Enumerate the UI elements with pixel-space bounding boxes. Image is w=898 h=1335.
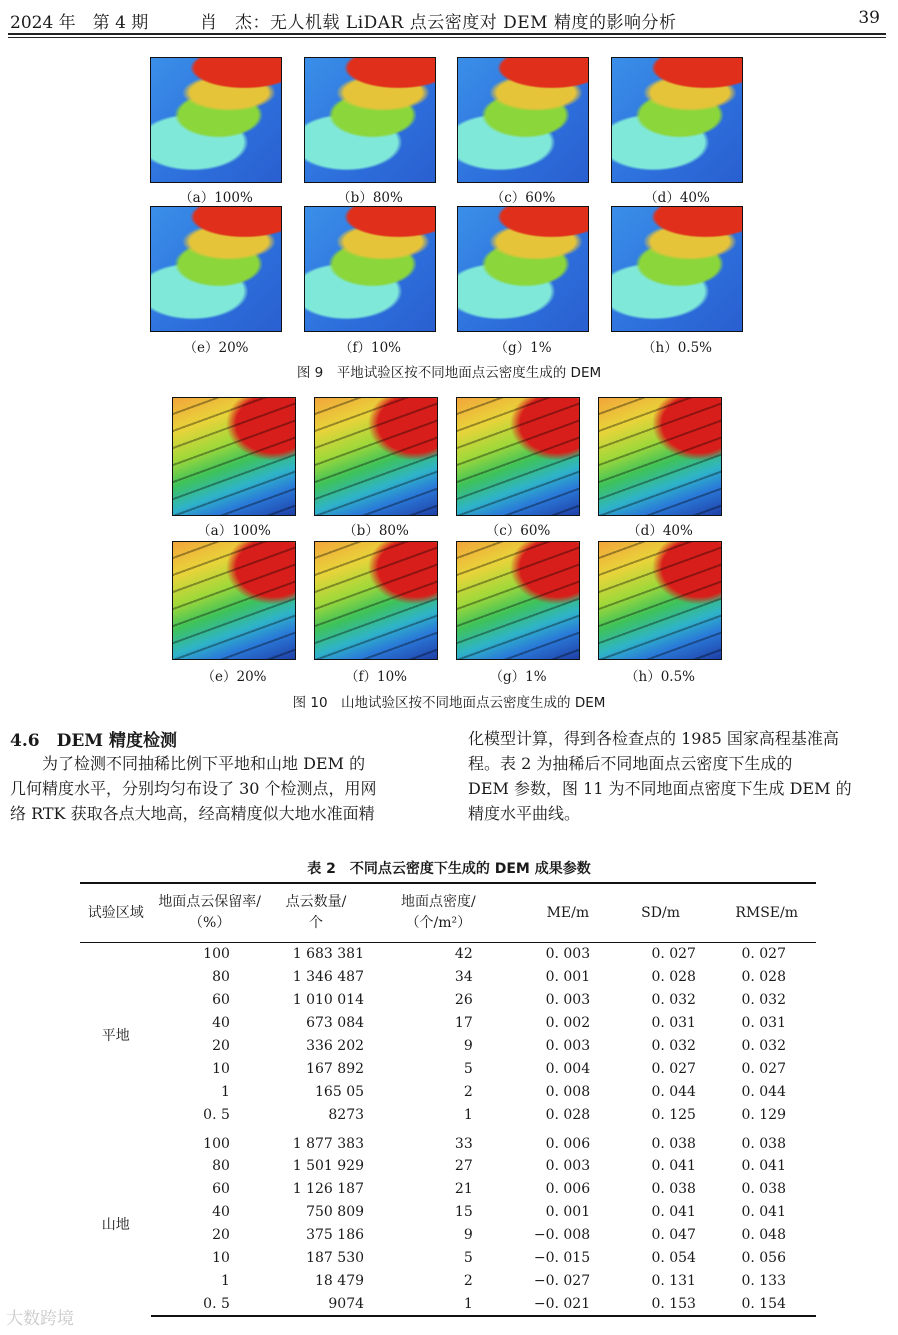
text-line: DEM 参数，图 11 为不同地面点密度下生成 DEM 的	[468, 779, 852, 798]
rmse-cell: 0. 044	[741, 1083, 786, 1100]
ratio-cell: 80	[212, 1158, 230, 1175]
text-line: 几何精度水平，分别均匀布设了 30 个检测点，用网	[10, 779, 377, 798]
subcaption: （g）1%	[494, 340, 552, 356]
text-line: 化模型计算，得到各检查点的 1985 国家高程基准高	[468, 729, 839, 748]
dem-image-mountain-d	[598, 397, 722, 516]
dem-image-mountain-e	[172, 541, 296, 660]
results-table	[80, 882, 816, 1317]
header-rule	[8, 33, 886, 35]
body-text-left	[10, 751, 440, 826]
subcaption: （d）40%	[627, 523, 693, 539]
density-cell: 34	[454, 969, 473, 986]
rmse-cell: 0. 028	[741, 969, 786, 986]
rmse-cell: 0. 038	[741, 1181, 786, 1198]
col-density-line2: （个/m²）	[405, 915, 472, 931]
col-count-line2: 个	[308, 915, 323, 931]
running-header	[8, 4, 886, 32]
table-row	[80, 1057, 816, 1080]
density-cell: 42	[454, 946, 473, 963]
rmse-cell: 0. 031	[741, 1015, 786, 1032]
dem-image-mountain-a	[172, 397, 296, 516]
count-cell: 187 530	[306, 1250, 365, 1267]
ratio-cell: 1	[220, 1083, 230, 1100]
me-cell: −0. 008	[533, 1227, 591, 1244]
density-cell: 5	[463, 1060, 473, 1077]
col-count	[268, 883, 364, 943]
ratio-cell: 40	[212, 1204, 230, 1221]
me-cell: 0. 001	[545, 1204, 591, 1221]
density-cell: 1	[364, 1292, 513, 1316]
density-cell: 17	[454, 1015, 473, 1032]
table-caption: 表 2 不同点云密度下生成的 DEM 成果参数	[307, 861, 591, 877]
ratio-cell: 60	[212, 992, 230, 1009]
count-cell: 9074	[268, 1292, 364, 1316]
count-cell: 1 126 187	[292, 1181, 365, 1198]
me-cell: 0. 028	[545, 1106, 591, 1123]
col-count-line1: 点云数量/	[285, 894, 347, 910]
density-cell: 26	[454, 992, 473, 1009]
count-cell: 1 501 929	[292, 1158, 365, 1175]
rmse-cell: 0. 027	[741, 1060, 786, 1077]
count-cell: 8273	[328, 1106, 365, 1123]
subcaption: （b）80%	[343, 523, 409, 539]
col-ratio	[151, 883, 267, 943]
count-cell: 1 010 014	[292, 992, 365, 1009]
table-row	[80, 1080, 816, 1103]
ratio-cell: 20	[212, 1227, 230, 1244]
subcaption: （c）60%	[485, 523, 551, 539]
dem-image-flat-d	[611, 57, 743, 183]
watermark: 大数跨境	[6, 1309, 74, 1329]
density-cell: 5	[463, 1250, 473, 1267]
rmse-cell: 0. 133	[741, 1272, 786, 1289]
sd-cell: 0. 032	[651, 992, 696, 1009]
rmse-cell: 0. 032	[741, 992, 786, 1009]
density-cell: 2	[463, 1083, 473, 1100]
rmse-cell: 0. 027	[741, 946, 786, 963]
sd-cell: 0. 041	[651, 1204, 696, 1221]
rmse-cell: 0. 032	[741, 1038, 786, 1054]
table-row	[80, 1155, 816, 1178]
me-cell: 0. 002	[545, 1015, 591, 1032]
sd-cell: 0. 028	[651, 969, 696, 986]
ratio-cell: 40	[212, 1015, 230, 1032]
me-cell: 0. 003	[545, 992, 591, 1009]
ratio-cell: 10	[212, 1250, 230, 1267]
sd-cell: 0. 153	[590, 1292, 696, 1316]
table-header-row	[80, 883, 816, 943]
col-region: 试验区域	[80, 883, 151, 943]
rmse-cell: 0. 129	[741, 1106, 786, 1123]
count-cell: 673 084	[306, 1015, 365, 1032]
rmse-cell: 0. 154	[696, 1292, 816, 1316]
rmse-cell: 0. 056	[741, 1250, 786, 1267]
count-cell: 1 346 487	[292, 969, 365, 986]
table-row	[80, 1224, 816, 1247]
col-sd: SD/m	[590, 883, 696, 943]
ratio-cell: 100	[203, 946, 230, 963]
sd-cell: 0. 044	[651, 1083, 696, 1100]
dem-image-flat-g	[457, 206, 589, 332]
rmse-cell: 0. 041	[741, 1204, 786, 1221]
ratio-cell: 80	[212, 969, 230, 986]
header-rule-thin	[8, 37, 886, 38]
col-me: ME/m	[513, 883, 590, 943]
issue-label: 2024 年 第 4 期	[10, 13, 149, 33]
table-row	[80, 1012, 816, 1035]
sd-cell: 0. 047	[651, 1227, 696, 1244]
density-cell: 9	[463, 1038, 473, 1054]
subcaption: （a）100%	[179, 190, 253, 206]
sd-cell: 0. 027	[651, 1060, 696, 1077]
density-cell: 21	[454, 1181, 473, 1198]
density-cell: 27	[454, 1158, 473, 1175]
table-row	[80, 989, 816, 1012]
me-cell: −0. 021	[513, 1292, 590, 1316]
col-ratio-line2: （%）	[189, 915, 231, 931]
col-density-line1: 地面点密度/	[401, 894, 476, 910]
subcaption: （a）100%	[197, 523, 271, 539]
sd-cell: 0. 038	[651, 1135, 696, 1152]
subcaption: （c）60%	[490, 190, 556, 206]
density-cell: 15	[454, 1204, 473, 1221]
count-cell: 1 683 381	[292, 946, 365, 963]
rmse-cell: 0. 048	[741, 1227, 786, 1244]
dem-image-mountain-f	[314, 541, 438, 660]
dem-image-flat-h	[611, 206, 743, 332]
text-line: 络 RTK 获取各点大地高，经高精度似大地水准面精	[10, 804, 375, 823]
count-cell: 165 05	[315, 1083, 365, 1100]
subcaption: （e）20%	[201, 669, 267, 685]
table-row	[80, 1178, 816, 1201]
count-cell: 336 202	[306, 1038, 365, 1054]
ratio-cell: 0. 5	[151, 1292, 267, 1316]
subcaption: （f）10%	[338, 340, 401, 356]
dem-image-flat-f	[304, 206, 436, 332]
count-cell: 1 877 383	[292, 1135, 365, 1152]
dem-image-mountain-h	[598, 541, 722, 660]
region-cell: 平地	[101, 1027, 130, 1044]
dem-image-flat-b	[304, 57, 436, 183]
ratio-cell: 60	[212, 1181, 230, 1198]
table-row	[80, 1035, 816, 1058]
col-density	[364, 883, 513, 943]
dem-image-flat-e	[150, 206, 282, 332]
ratio-cell: 1	[220, 1272, 230, 1289]
me-cell: 0. 003	[545, 946, 591, 963]
text-line: 程。表 2 为抽稀后不同地面点云密度下生成的	[468, 754, 793, 773]
subcaption: （g）1%	[489, 669, 547, 685]
count-cell: 750 809	[306, 1204, 365, 1221]
count-cell: 18 479	[315, 1272, 365, 1289]
me-cell: 0. 006	[545, 1181, 591, 1198]
table-row	[80, 1126, 816, 1155]
page-number: 39	[858, 8, 880, 28]
me-cell: −0. 027	[533, 1272, 591, 1289]
table-row	[80, 1292, 816, 1316]
region-cell: 山地	[101, 1217, 130, 1234]
sd-cell: 0. 041	[651, 1158, 696, 1175]
table-row	[80, 1269, 816, 1292]
figure-caption: 图 9 平地试验区按不同地面点云密度生成的 DEM	[296, 365, 602, 381]
sd-cell: 0. 131	[651, 1272, 696, 1289]
me-cell: −0. 015	[533, 1250, 591, 1267]
sd-cell: 0. 032	[651, 1038, 696, 1054]
me-cell: 0. 003	[545, 1158, 591, 1175]
table-row	[80, 1103, 816, 1126]
count-cell: 167 892	[306, 1060, 365, 1077]
subcaption: （f）10%	[344, 669, 407, 685]
subcaption: （d）40%	[644, 190, 710, 206]
ratio-cell: 10	[212, 1060, 230, 1077]
dem-image-flat-a	[150, 57, 282, 183]
ratio-cell: 20	[212, 1038, 230, 1054]
table-row	[80, 1247, 816, 1270]
me-cell: 0. 004	[545, 1060, 591, 1077]
me-cell: 0. 003	[545, 1038, 591, 1054]
text-line: 精度水平曲线。	[468, 804, 581, 823]
sd-cell: 0. 027	[651, 946, 696, 963]
sd-cell: 0. 038	[651, 1181, 696, 1198]
subcaption: （e）20%	[183, 340, 249, 356]
sd-cell: 0. 125	[651, 1106, 696, 1123]
col-ratio-line1: 地面点云保留率/	[158, 894, 262, 910]
table-body	[80, 943, 816, 1317]
me-cell: 0. 006	[545, 1135, 591, 1152]
subcaption: （b）80%	[337, 190, 403, 206]
ratio-cell: 100	[203, 1135, 230, 1152]
dem-image-flat-c	[457, 57, 589, 183]
col-rmse: RMSE/m	[696, 883, 816, 943]
table-row	[80, 966, 816, 989]
rmse-cell: 0. 038	[741, 1135, 786, 1152]
text-line: 为了检测不同抽稀比例下平地和山地 DEM 的	[42, 754, 366, 773]
running-title: 肖 杰：无人机载 LiDAR 点云密度对 DEM 精度的影响分析	[200, 13, 677, 33]
density-cell: 9	[463, 1227, 473, 1244]
density-cell: 33	[454, 1135, 473, 1152]
table-row	[80, 943, 816, 966]
dem-image-mountain-b	[314, 397, 438, 516]
sd-cell: 0. 054	[651, 1250, 696, 1267]
body-text-right	[468, 726, 892, 826]
figure-caption: 图 10 山地试验区按不同地面点云密度生成的 DEM	[292, 695, 606, 711]
me-cell: 0. 001	[545, 969, 591, 986]
section-heading: 4.6 DEM 精度检测	[10, 731, 178, 751]
subcaption: （h）0.5%	[625, 669, 695, 685]
dem-image-mountain-c	[456, 397, 580, 516]
rmse-cell: 0. 041	[741, 1158, 786, 1175]
ratio-cell: 0. 5	[203, 1106, 230, 1123]
count-cell: 375 186	[306, 1227, 365, 1244]
density-cell: 2	[463, 1272, 473, 1289]
subcaption: （h）0.5%	[642, 340, 712, 356]
sd-cell: 0. 031	[651, 1015, 696, 1032]
table-row	[80, 1201, 816, 1224]
density-cell: 1	[463, 1106, 473, 1123]
me-cell: 0. 008	[545, 1083, 591, 1100]
dem-image-mountain-g	[456, 541, 580, 660]
